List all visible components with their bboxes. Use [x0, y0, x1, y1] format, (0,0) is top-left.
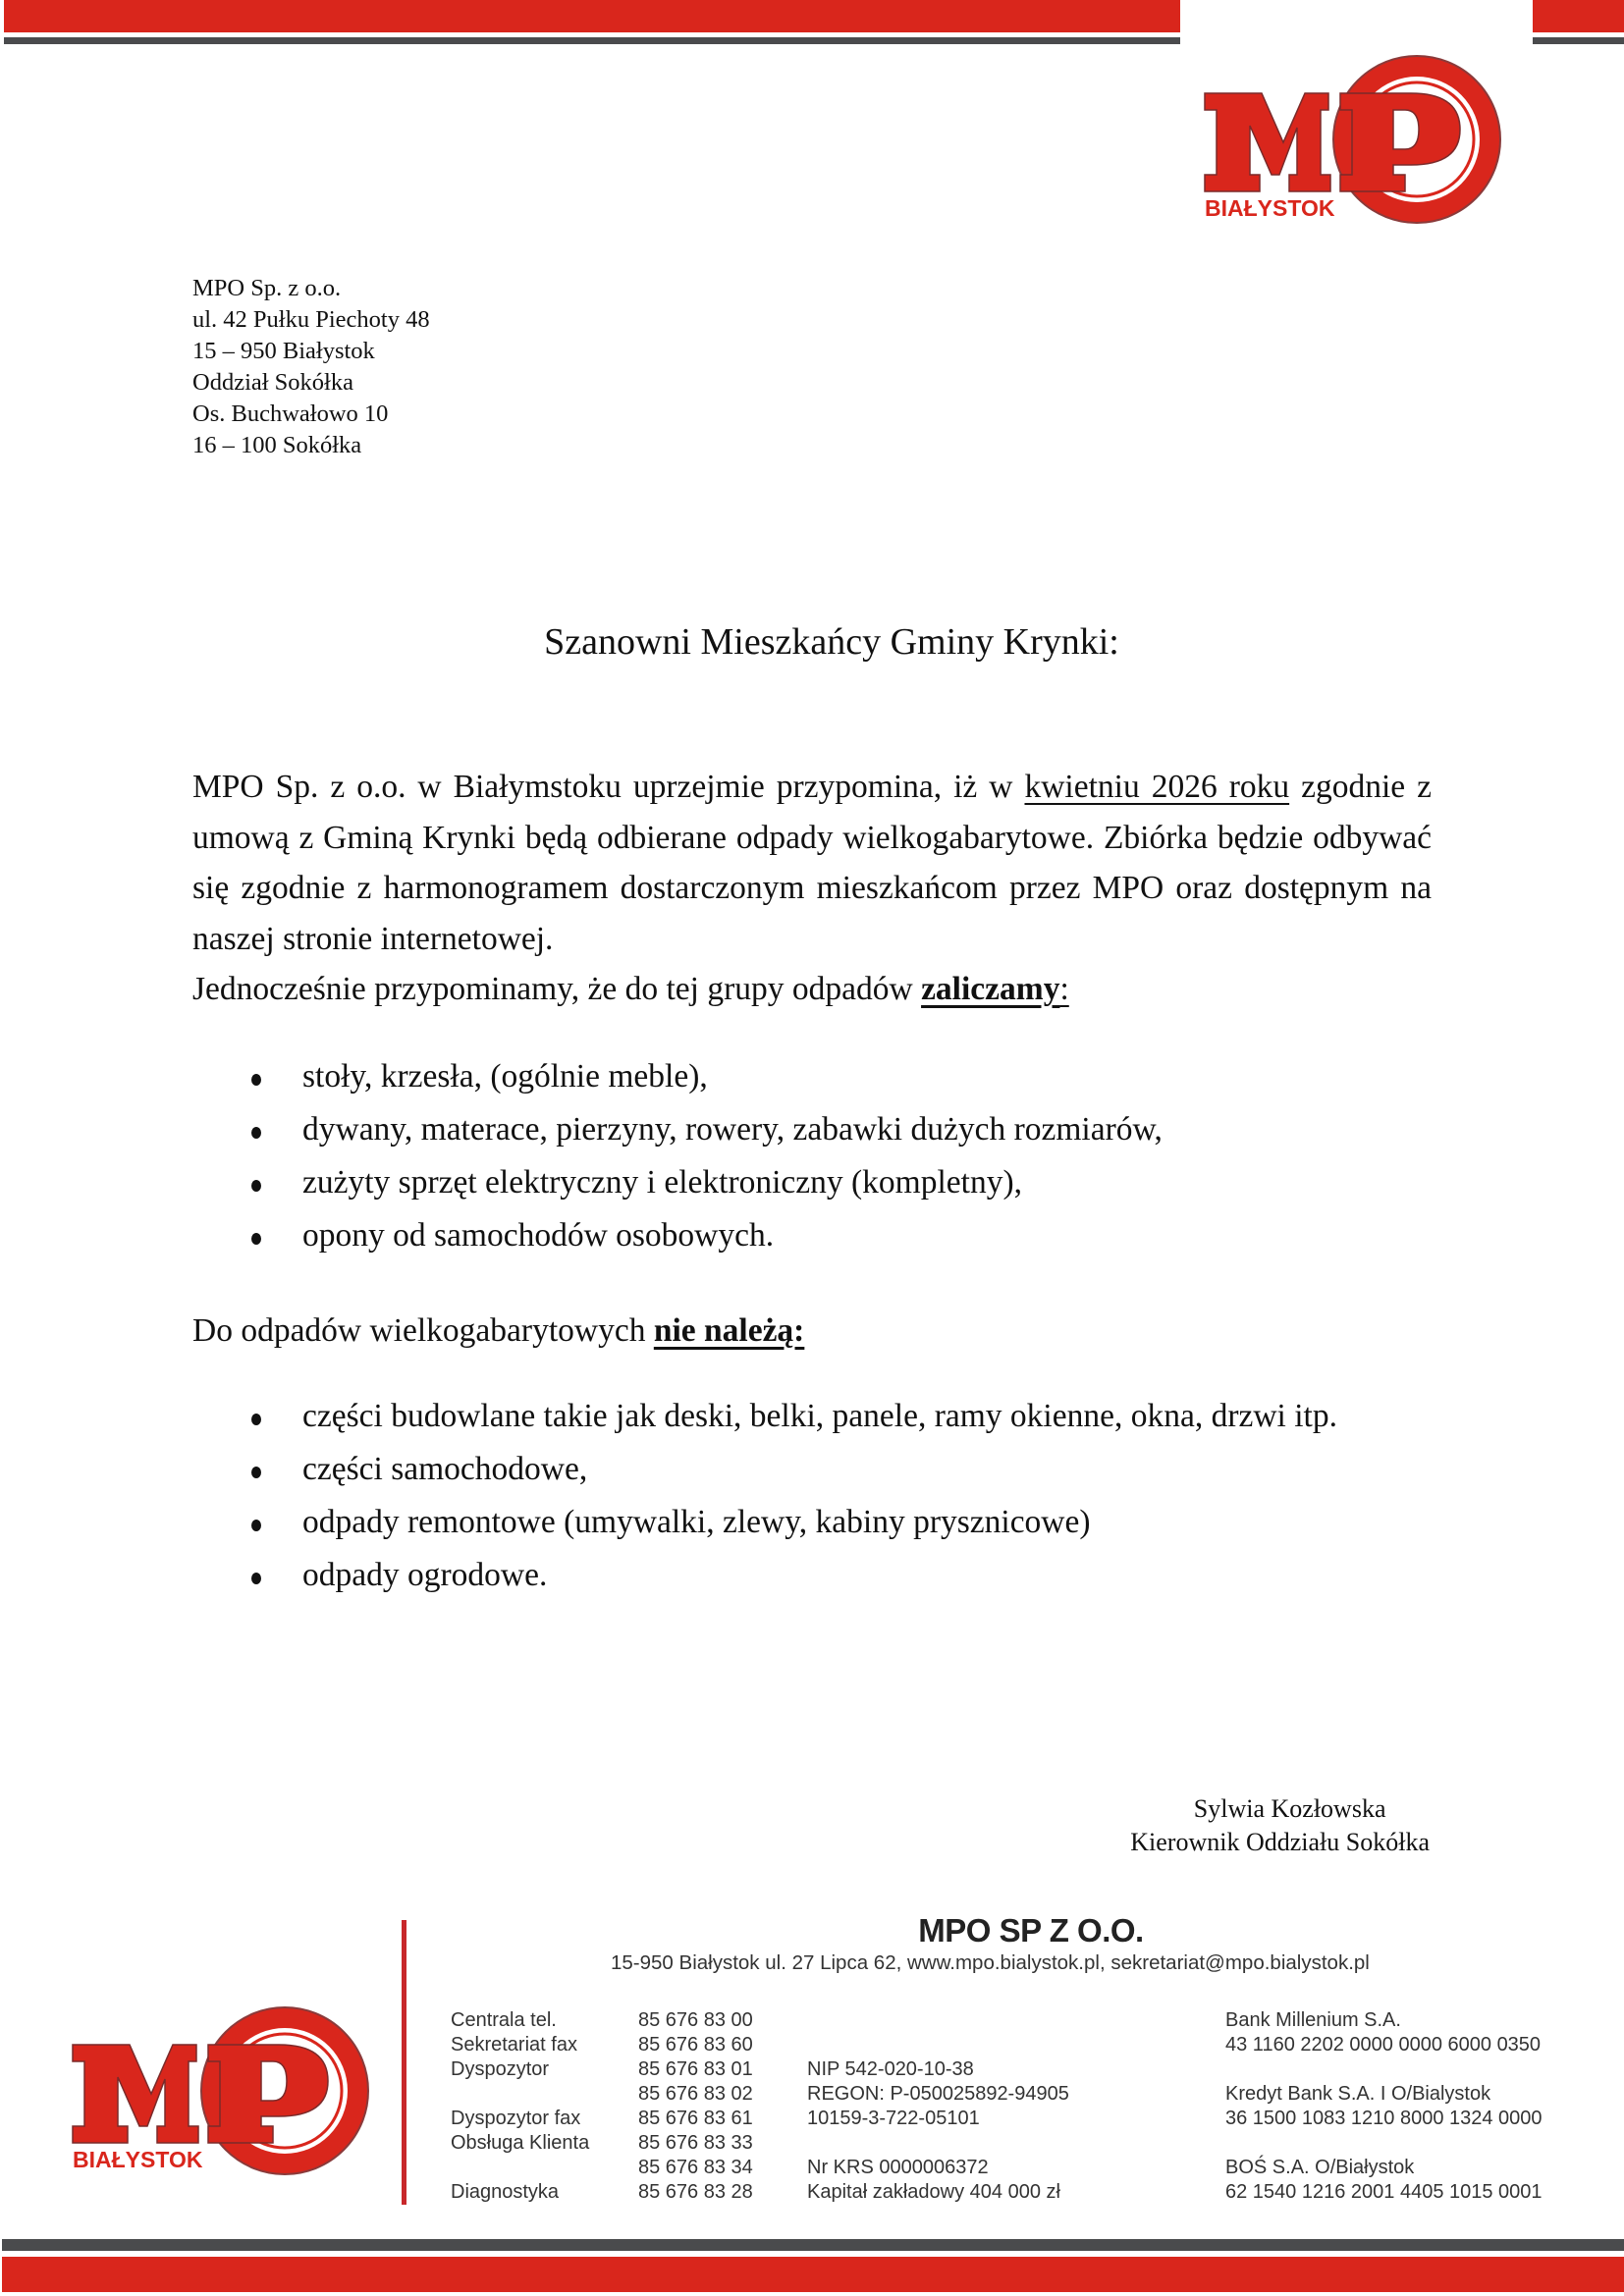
registry-line — [807, 2131, 1069, 2156]
list-item: części budowlane takie jak deski, belki, panele, ramy okienne, okna, drzwi itp. — [245, 1390, 1438, 1443]
phone-number: 85 676 83 33 — [638, 2132, 753, 2154]
phone-number: 85 676 83 61 — [638, 2108, 753, 2129]
included-keyword: zaliczamy — [921, 971, 1060, 1007]
bank-line — [1225, 2131, 1543, 2156]
registry-line: NIP 542-020-10-38 — [807, 2058, 974, 2080]
registry-line: Kapitał zakładowy 404 000 zł — [807, 2181, 1060, 2203]
address-line: Os. Buchwałowo 10 — [192, 400, 389, 427]
svg-text:BIAŁYSTOK: BIAŁYSTOK — [1205, 195, 1335, 221]
address-line: ul. 42 Pułku Piechoty 48 — [192, 306, 430, 333]
announcement-paragraph — [192, 762, 1432, 1015]
top-red-band-left — [4, 0, 1180, 32]
contact-label: Dyspozytor fax — [451, 2108, 581, 2129]
contact-label: Dyspozytor — [451, 2058, 550, 2080]
address-line: 15 – 950 Białystok — [192, 338, 375, 364]
phone-number: 85 676 83 60 — [638, 2034, 753, 2056]
footer-company-name: MPO SP Z O.O. — [918, 1912, 1144, 1949]
registry-line: 10159-3-722-05101 — [807, 2108, 980, 2129]
included-lead: Jednocześnie przypominamy, że do tej grupy odpadów zaliczamy: — [192, 971, 1069, 1007]
list-item: odpady remontowe (umywalki, zlewy, kabiny prysznicowe) — [245, 1496, 1438, 1549]
contact-label: Diagnostyka — [451, 2181, 560, 2203]
sender-address — [192, 273, 430, 461]
address-line: Oddział Sokółka — [192, 369, 353, 396]
contact-label — [451, 2156, 589, 2180]
list-item: stoły, krzesła, (ogólnie meble), — [245, 1050, 1434, 1103]
mpo-logo-header — [1203, 49, 1512, 231]
bank-line: Kredyt Bank S.A. I O/Bialystok — [1225, 2083, 1491, 2105]
svg-text:BIAŁYSTOK: BIAŁYSTOK — [73, 2147, 203, 2172]
phone-number: 85 676 83 02 — [638, 2083, 753, 2105]
excluded-keyword: nie należą: — [653, 1312, 805, 1349]
mpo-logo-footer — [71, 2001, 380, 2182]
contact-label: Centrala tel. — [451, 2009, 557, 2031]
mpo-logo-icon — [71, 2001, 380, 2182]
bank-line: 43 1160 2202 0000 0000 6000 0350 — [1225, 2034, 1542, 2056]
contact-label — [451, 2082, 589, 2107]
top-gray-band-right — [1533, 37, 1624, 44]
list-item: odpady ogrodowe. — [245, 1549, 1438, 1602]
list-item: części samochodowe, — [245, 1443, 1438, 1496]
footer-divider — [402, 1920, 406, 2205]
list-item: dywany, materace, pierzyny, rowery, zabawki dużych rozmiarów, — [245, 1103, 1434, 1156]
footer-company-address: 15-950 Białystok ul. 27 Lipca 62, www.mpo.bialystok.pl, sekretariat@mpo.bialystok.pl — [611, 1951, 1370, 1974]
contact-label: Obsługa Klienta — [451, 2132, 590, 2154]
footer-contact-numbers — [638, 2008, 753, 2205]
phone-number: 85 676 83 00 — [638, 2009, 753, 2031]
top-gray-band-left — [4, 37, 1180, 44]
registry-line: Nr KRS 0000006372 — [807, 2157, 989, 2178]
registry-line: REGON: P-050025892-94905 — [807, 2083, 1069, 2105]
registry-line — [807, 2033, 1069, 2057]
excluded-lead: Do odpadów wielkogabarytowych nie należą: — [192, 1312, 805, 1349]
bottom-gray-band — [2, 2239, 1624, 2251]
salutation-heading: Szanowni Mieszkańcy Gminy Krynki: — [544, 621, 1119, 663]
mpo-logo-icon — [1203, 49, 1512, 231]
list-item: zużyty sprzęt elektryczny i elektroniczny (kompletny), — [245, 1156, 1434, 1209]
bank-line: 62 1540 1216 2001 4405 1015 0001 — [1225, 2181, 1543, 2203]
collection-date: kwietniu 2026 roku — [1024, 769, 1290, 805]
bottom-red-band — [2, 2257, 1624, 2292]
bank-line: 36 1500 1083 1210 8000 1324 0000 — [1225, 2108, 1543, 2129]
phone-number: 85 676 83 28 — [638, 2181, 753, 2203]
footer-bank-accounts — [1225, 2008, 1543, 2205]
intro-text: MPO Sp. z o.o. w Białymstoku uprzejmie przypomina, iż w kwietniu 2026 roku zgodnie z umową z Gminą Krynki będą odbierane odpady wielkogabarytowe. Zbiórka będzie odbywać się zgodnie z harmonogramem dostarczonym mieszkańcom przez MPO oraz dostępnym na naszej stronie internetowej. — [192, 769, 1432, 957]
signatory-title: Kierownik Oddziału Sokółka — [1130, 1828, 1430, 1856]
excluded-items-list — [245, 1390, 1438, 1602]
contact-label: Sekretariat fax — [451, 2034, 577, 2056]
top-red-band-right — [1533, 0, 1624, 32]
bank-line: BOŚ S.A. O/Białystok — [1225, 2157, 1415, 2178]
bank-line: Bank Millenium S.A. — [1225, 2009, 1401, 2031]
signatory-name: Sylwia Kozłowska — [1193, 1794, 1386, 1823]
registry-line — [807, 2008, 1069, 2033]
list-item: opony od samochodów osobowych. — [245, 1209, 1434, 1262]
bank-line — [1225, 2057, 1543, 2082]
phone-number: 85 676 83 34 — [638, 2157, 753, 2178]
included-items-list — [245, 1050, 1434, 1262]
footer-registry-info — [807, 2008, 1069, 2205]
address-line: 16 – 100 Sokółka — [192, 432, 362, 458]
signature-block — [1130, 1792, 1430, 1859]
footer-contact-labels — [451, 2008, 589, 2205]
address-line: MPO Sp. z o.o. — [192, 275, 342, 301]
phone-number: 85 676 83 01 — [638, 2058, 753, 2080]
